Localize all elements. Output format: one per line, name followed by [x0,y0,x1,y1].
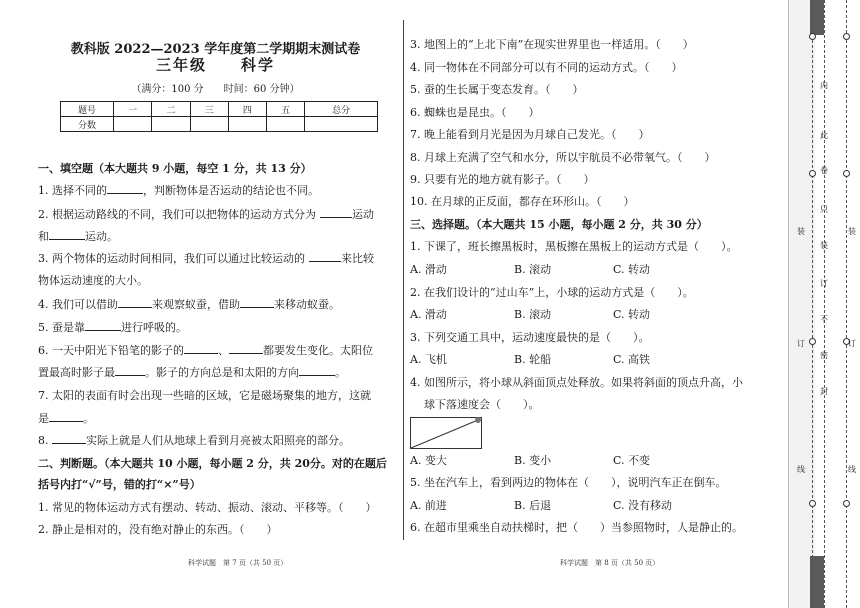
incline-ramp-figure [410,417,482,449]
section-1-heading: 一、填空题（本大题共 9 小题，每空 1 分，共 13 分） [38,162,312,175]
score-table-score-row [61,117,378,132]
question-choice-3: 3. 下列交通工具中，运动速度最快的是（ ）。 [410,331,650,344]
table-cell: 题号 [61,102,114,117]
answer-blank[interactable] [85,320,121,331]
question-judge-2: 2. 静止是相对的，没有绝对静止的东西。（ ） [38,523,278,536]
right-column [410,0,785,608]
binding-line-right [846,0,847,608]
question-choice-5: 5. 坐在汽车上，看到两边的物体在（ ），说明汽车正在倒车。 [410,476,727,489]
question-judge-3: 3. 地图上的“上北下南”在现实世界里也一样适用。（ ） [410,38,694,51]
binding-char: 卷 [820,166,828,175]
binding-hole [843,33,850,40]
grade-subject [38,54,393,75]
subject-label: 科学 [241,56,276,74]
answer-blank[interactable] [299,365,335,376]
table-cell: 二 [152,102,190,117]
question-choice-4: 4. 如图所示，将小球从斜面顶点处释放。如果将斜面的顶点升高，小 [410,376,743,389]
page-footer-left: 科学试题 第 7 页（共 50 页） [188,559,288,567]
score-input-cell[interactable] [152,117,190,132]
question-judge-10: 10. 在月球的正反面，都存在环形山。（ ） [410,195,635,208]
question-fill-7-cont: 是 。 [38,412,94,425]
question-choice-2: 2. 在我们设计的“过山车”上，小球的运动方式是（ ）。 [410,286,694,299]
table-cell: 三 [190,102,228,117]
table-cell: 总分 [305,102,378,117]
option-c[interactable]: C. 转动 [613,308,651,321]
table-cell: 分数 [61,117,114,132]
grade-label: 三年级 [155,56,207,74]
question-fill-2-cont: 和 运动。 [38,230,118,243]
binding-margin [788,0,860,608]
binding-hole [809,170,816,177]
left-column [38,0,393,608]
option-b[interactable]: B. 变小 [514,454,552,467]
binding-hole [843,500,850,507]
question-fill-5: 5. 蚕是靠 进行呼吸的。 [38,321,187,334]
binding-hole [809,500,816,507]
answer-blank[interactable] [107,183,143,194]
question-fill-1: 1. 选择不同的 ，判断物体是否运动的结论也不同。 [38,184,319,197]
binding-char: 密 [820,351,828,360]
option-c[interactable]: C. 转动 [613,263,651,276]
binding-hole [809,338,816,345]
score-table-header-row [61,102,378,117]
answer-blank[interactable] [115,365,145,376]
option-b[interactable]: B. 后退 [514,499,552,512]
option-c[interactable]: C. 高铁 [613,353,651,366]
column-divider [403,20,404,540]
binding-label-zhuang: 装 [797,227,805,236]
ball-icon [475,417,481,423]
option-c[interactable]: C. 没有移动 [613,499,673,512]
question-choice-4-cont: 球下落速度会（ ）。 [424,398,540,411]
binding-char: 内 [820,81,828,90]
question-judge-9: 9. 只要有光的地方就有影子。（ ） [410,173,595,186]
section-2-heading-cont: 括号内打“√”号，错的打“×”号） [38,478,201,491]
score-table [60,101,378,132]
option-a[interactable]: A. 飞机 [410,353,447,366]
option-a[interactable]: A. 变大 [410,454,447,467]
table-cell: 五 [267,102,305,117]
binding-char: 订 [820,279,828,288]
binding-char: 封 [820,387,828,396]
question-choice-6: 6. 在超市里乘坐自动扶梯时，把（ ）当参照物时，人是静止的。 [410,521,743,534]
option-a[interactable]: A. 滑动 [410,308,447,321]
option-c[interactable]: C. 不变 [613,454,651,467]
question-fill-3-cont: 物体运动速度的大小。 [38,274,148,287]
answer-blank[interactable] [118,297,152,308]
binding-char: 只 [820,205,828,214]
question-fill-6: 6. 一天中阳光下铅笔的影子的 、 都要发生变化。太阳位 [38,344,373,357]
section-2-heading: 二、判断题。（本大题共 10 小题，每小题 2 分，共 20分。对的在题后 [38,457,387,470]
question-fill-2: 2. 根据运动路线的不同，我们可以把物体的运动方式分为 运动 [38,208,374,221]
answer-blank[interactable] [184,343,218,354]
binding-char: 装 [820,241,828,250]
section-3-heading: 三、选择题。（本大题共 15 小题，每小题 2 分，共 30 分） [410,218,708,231]
page-footer-right: 科学试题 第 8 页（共 50 页） [560,559,660,567]
answer-blank[interactable] [309,251,341,262]
question-judge-4: 4. 同一物体在不同部分可以有不同的运动方式。（ ） [410,61,683,74]
score-time-info: （满分：100 分 时间：60 分钟） [131,84,300,95]
score-input-cell[interactable] [190,117,228,132]
answer-blank[interactable] [320,207,352,218]
answer-blank[interactable] [240,297,274,308]
answer-blank[interactable] [49,411,83,422]
score-input-cell[interactable] [305,117,378,132]
binding-strip [788,0,815,608]
option-a[interactable]: A. 滑动 [410,263,447,276]
binding-label-xian: 线 [797,465,805,474]
question-fill-8: 8. 实际上就是人们从地球上看到月亮被太阳照亮的部分。 [38,434,350,447]
option-b[interactable]: B. 滚动 [514,263,552,276]
question-judge-5: 5. 蚕的生长属于变态发育。（ ） [410,83,584,96]
question-judge-7: 7. 晚上能看到月光是因为月球自己发光。（ ） [410,128,650,141]
binding-line-inner [824,0,825,608]
question-fill-7: 7. 太阳的表面有时会出现一些暗的区域，它是磁场聚集的地方，这就 [38,389,371,402]
answer-blank[interactable] [52,433,86,444]
binding-hole [809,33,816,40]
answer-blank[interactable] [229,343,263,354]
option-a[interactable]: A. 前进 [410,499,447,512]
question-judge-8: 8. 月球上充满了空气和水分，所以宇航员不必带氧气。（ ） [410,151,716,164]
score-input-cell[interactable] [114,117,152,132]
question-fill-4: 4. 我们可以借助 来观察蚁蚕，借助 来移动蚁蚕。 [38,298,340,311]
question-fill-6-cont: 置最高时影子最 。影子的方向总是和太阳的方向 。 [38,366,346,379]
question-judge-6: 6. 蜘蛛也是昆虫。（ ） [410,106,540,119]
binding-char: 此 [820,131,828,140]
binding-label-right: 线 [848,465,856,474]
binding-label-right: 装 [848,227,856,236]
answer-blank[interactable] [49,229,85,240]
question-fill-3: 3. 两个物体的运动时间相同，我们可以通过比较运动的 来比较 [38,252,374,265]
score-input-cell[interactable] [228,117,266,132]
table-cell: 四 [228,102,266,117]
binding-label-ding: 订 [797,339,805,348]
question-choice-1: 1. 下课了，班长擦黑板时，黑板擦在黑板上的运动方式是（ ）。 [410,240,738,253]
binding-line-outer [812,0,813,608]
exam-title: 教科版 2022—2023 学年度第二学期期末测试卷 [70,42,361,57]
option-b[interactable]: B. 滚动 [514,308,552,321]
binding-hole [843,170,850,177]
table-cell: 一 [114,102,152,117]
question-judge-1: 1. 常见的物体运动方式有摆动、转动、振动、滚动、平移等。（ ） [38,501,377,514]
option-b[interactable]: B. 轮船 [514,353,552,366]
score-input-cell[interactable] [267,117,305,132]
binding-label-right: 订 [848,339,856,348]
binding-char: 不 [820,315,828,324]
